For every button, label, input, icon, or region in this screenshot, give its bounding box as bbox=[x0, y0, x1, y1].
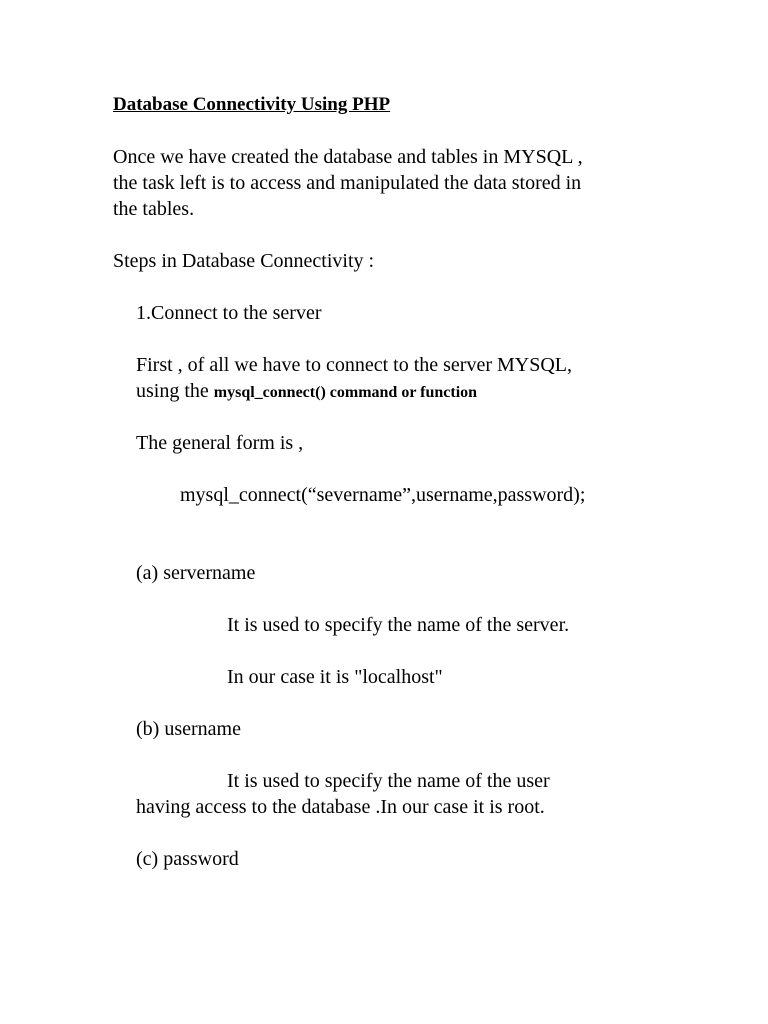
param-a-desc-2: In our case it is "localhost" bbox=[227, 666, 443, 688]
steps-heading: Steps in Database Connectivity : bbox=[113, 250, 375, 272]
step1-paragraph-line-1: First , of all we have to connect to the server MYSQL, bbox=[136, 354, 573, 376]
intro-line-2: the task left is to access and manipulated the data stored in bbox=[113, 172, 582, 194]
step1-paragraph-line-2 bbox=[136, 378, 477, 406]
param-b-desc-2: having access to the database .In our case it is root. bbox=[136, 796, 545, 818]
param-a-label: (a) servername bbox=[136, 562, 256, 584]
syntax-line: mysql_connect(“severname”,username,password); bbox=[180, 484, 586, 506]
general-form-label: The general form is , bbox=[136, 432, 304, 454]
step1-paragraph-prefix: using the bbox=[136, 380, 214, 402]
param-a-desc-1: It is used to specify the name of the server. bbox=[227, 614, 570, 636]
param-b-desc-1: It is used to specify the name of the user bbox=[227, 770, 550, 792]
intro-line-3: the tables. bbox=[113, 198, 195, 220]
param-c-label: (c) password bbox=[136, 848, 239, 870]
step1-heading: 1.Connect to the server bbox=[136, 302, 322, 324]
step1-function-name: mysql_connect() command or function bbox=[213, 384, 478, 401]
intro-line-1: Once we have created the database and tables in MYSQL , bbox=[113, 146, 583, 168]
document-title: Database Connectivity Using PHP bbox=[113, 94, 391, 115]
param-b-label: (b) username bbox=[136, 718, 241, 740]
